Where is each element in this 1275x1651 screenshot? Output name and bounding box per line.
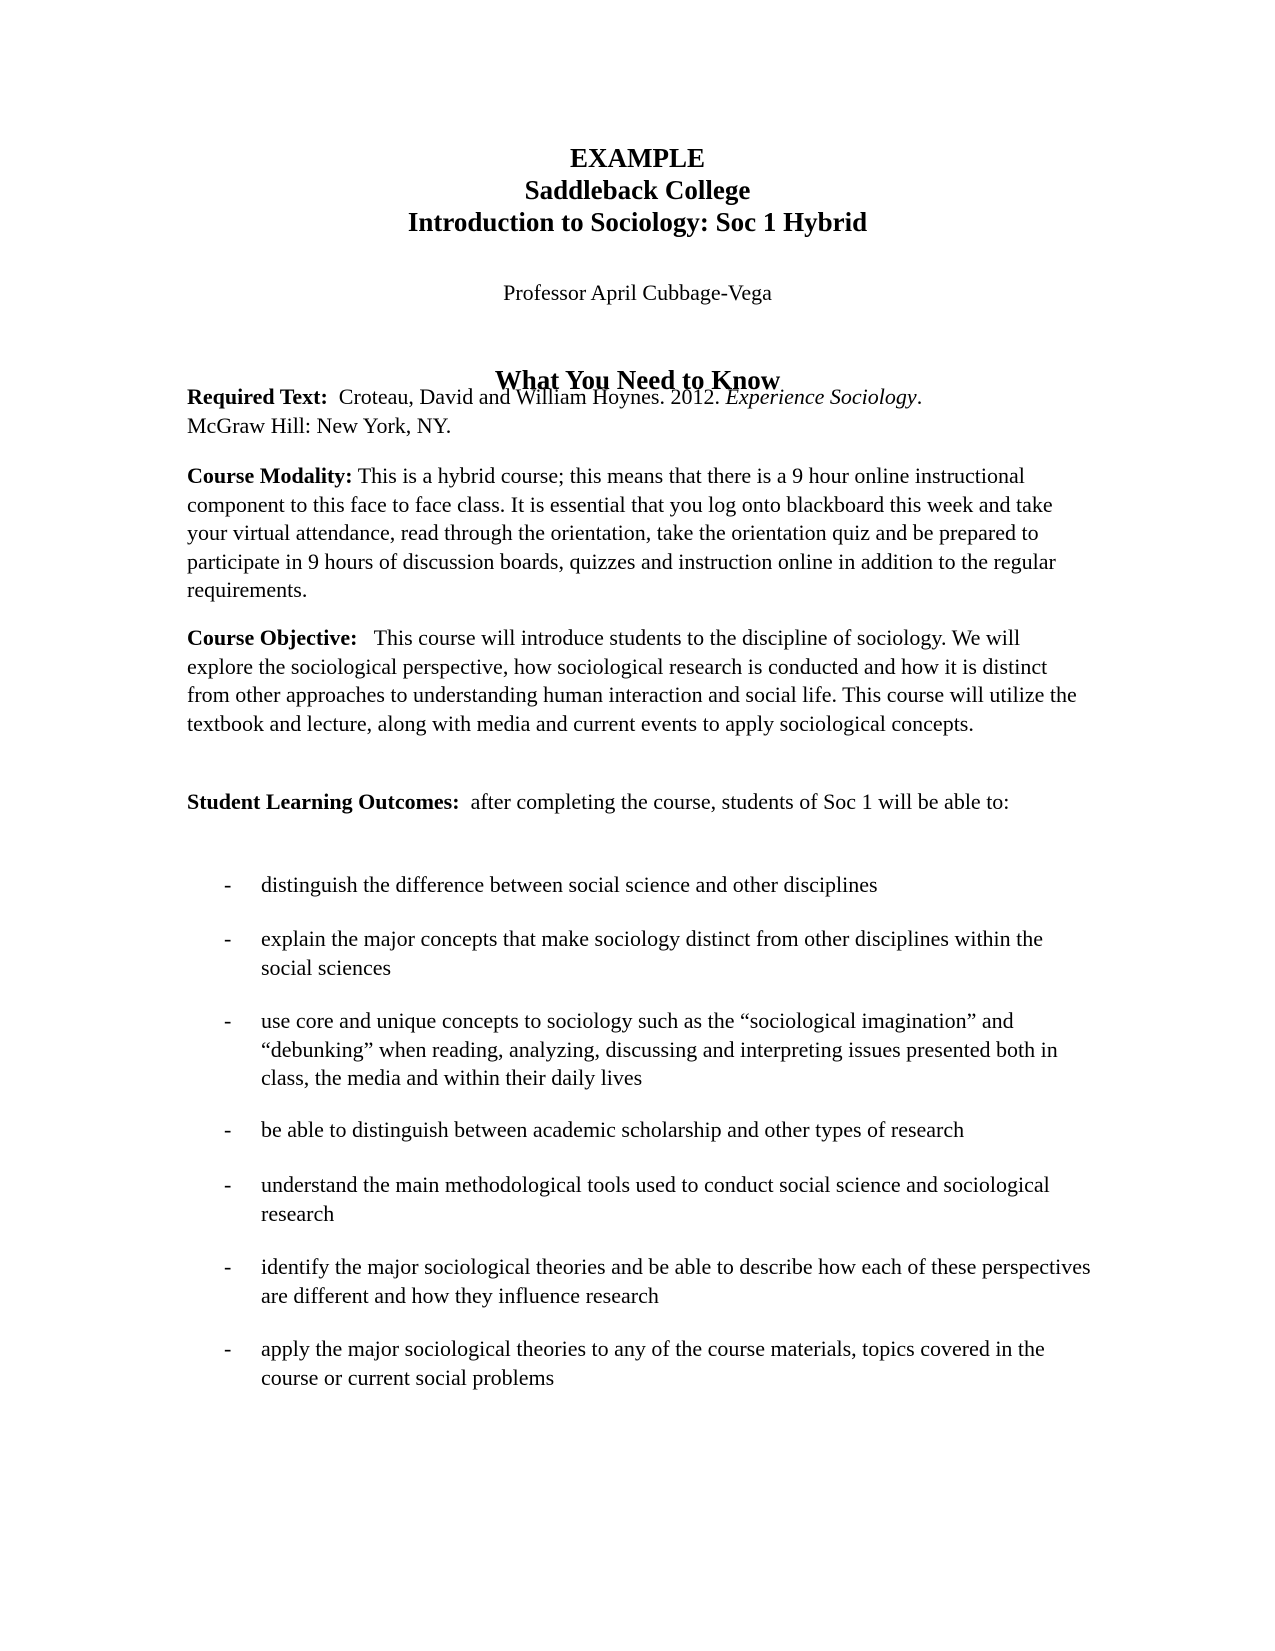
- outcome-text: identify the major sociological theories and be able to describe how each of these perspectives are different and how they influence research: [261, 1254, 1091, 1308]
- required-text-publisher: McGraw Hill: New York, NY.: [187, 412, 452, 438]
- outcome-text: use core and unique concepts to sociology such as the “sociological imagination” and “debunking” when reading, analyzing, discussing and interpreting issues presented both in class, the media and within their daily lives: [261, 1008, 1058, 1090]
- professor-name: Professor April Cubbage-Vega: [503, 280, 772, 305]
- outcome-text: explain the major concepts that make sociology distinct from other disciplines within the social sciences: [261, 926, 1044, 980]
- course-objective-text: This course will introduce students to the discipline of sociology. We will explore the sociological perspective, how sociological research is conducted and how it is distinct from other approaches to understanding human interaction and social life. This course will utilize the textbook and lecture, along with media and current events to apply sociological concepts.: [187, 625, 1077, 736]
- header-course-title: Introduction to Sociology: Soc 1 Hybrid: [407, 207, 868, 237]
- outcome-text: be able to distinguish between academic scholarship and other types of research: [261, 1117, 965, 1142]
- learning-outcomes-label: Student Learning Outcomes:: [187, 789, 460, 814]
- learning-outcomes-intro: after completing the course, students of Soc 1 will be able to:: [470, 789, 1010, 814]
- bullet-dash: -: [224, 1336, 232, 1361]
- course-objective-label: Course Objective:: [187, 625, 358, 650]
- bullet-dash: -: [224, 1008, 232, 1033]
- bullet-dash: -: [224, 872, 232, 897]
- course-modality-text: This is a hybrid course; this means that there is a 9 hour online instructional component to this face to face class. It is essential that you log onto blackboard this week and take your virtual attendance, read through the orientation, take the orientation quiz and be prepared to participate in 9 hours of discussion boards, quizzes and instruction online in addition to the regular requirements.: [187, 463, 1056, 602]
- section-heading: What You Need to Know: [494, 365, 781, 395]
- outcome-text: distinguish the difference between social science and other disciplines: [261, 872, 878, 897]
- course-objective-paragraph: [187, 624, 1087, 738]
- bullet-dash: -: [224, 926, 232, 951]
- course-modality-paragraph: [187, 462, 1087, 605]
- outcome-text: apply the major sociological theories to any of the course materials, topics covered in the course or current social problems: [261, 1336, 1045, 1390]
- bullet-dash: -: [224, 1117, 232, 1142]
- required-text-authors: Croteau, David and William Hoynes. 2012.: [338, 384, 720, 409]
- header-college: Saddleback College: [524, 175, 751, 205]
- required-text-book-title: Experience Sociology: [725, 384, 917, 409]
- required-text-label: Required Text:: [187, 384, 328, 409]
- header-example: EXAMPLE: [570, 143, 705, 173]
- course-modality-label: Course Modality:: [187, 463, 353, 488]
- required-text-paragraph: [187, 383, 1087, 440]
- bullet-dash: -: [224, 1254, 232, 1279]
- outcome-text: understand the main methodological tools used to conduct social science and sociological research: [261, 1172, 1050, 1226]
- bullet-dash: -: [224, 1172, 232, 1197]
- learning-outcomes-paragraph: [187, 788, 1087, 817]
- required-text-period: .: [916, 384, 923, 409]
